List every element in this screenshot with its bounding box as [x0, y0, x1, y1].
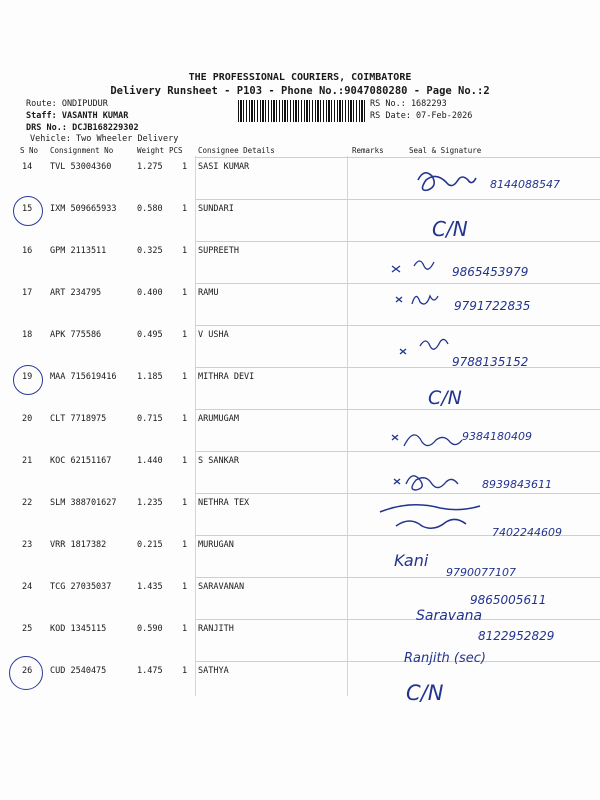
rs-date: RS Date: 07-Feb-2026	[370, 111, 473, 121]
col-consignee: Consignee Details	[198, 146, 275, 155]
row-pcs: 1	[182, 582, 188, 592]
row-pcs: 1	[182, 666, 188, 676]
row-sno: 22	[22, 498, 33, 508]
row-sno: 15	[22, 204, 33, 214]
row-pcs: 1	[182, 414, 188, 424]
row-21-signature-scribble	[394, 476, 458, 490]
row-consignment-no: TCG 27035037	[50, 582, 112, 592]
row-sno: 25	[22, 624, 33, 634]
row-pcs: 1	[182, 204, 188, 214]
row-consignment-no: CLT 7718975	[50, 414, 107, 424]
company-title: THE PROFESSIONAL COURIERS, COIMBATORE	[188, 72, 412, 83]
drs-label: DRS No.:	[26, 123, 67, 133]
row-consignment-no: ART 234795	[50, 288, 102, 298]
row-pcs: 1	[182, 372, 188, 382]
col-pcs: PCS	[169, 146, 183, 155]
row-24-phone: 9865005611	[470, 593, 547, 607]
row-consignee: RAMU	[198, 288, 219, 298]
row-consignment-no: TVL 53004360	[50, 162, 112, 172]
row-consignment-no: CUD 2540475	[50, 666, 107, 676]
row-15-cn-mark: C/N	[432, 217, 468, 241]
row-sno: 26	[22, 666, 33, 676]
col-remarks: Remarks	[352, 146, 384, 155]
row-14-signature-scribble	[418, 173, 476, 190]
row-sno: 21	[22, 456, 33, 466]
row-pcs: 1	[182, 456, 188, 466]
row-25-name: Ranjith (sec)	[404, 651, 486, 666]
row-14-phone: 8144088547	[490, 178, 560, 191]
row-consignee: V USHA	[198, 330, 229, 340]
route-label: Route: ONDIPUDUR	[26, 99, 108, 109]
row-weight: 0.215	[137, 540, 163, 550]
row-18-phone: 9788135152	[452, 355, 529, 369]
row-weight: 0.325	[137, 246, 163, 256]
row-weight: 1.275	[137, 162, 163, 172]
row-consignment-no: IXM 509665933	[50, 204, 117, 214]
row-consignee: NETHRA TEX	[198, 498, 250, 508]
row-pcs: 1	[182, 288, 188, 298]
row-22-signature-scribble	[380, 505, 480, 528]
row-20-phone: 9384180409	[462, 430, 532, 443]
row-17-signature-scribble	[396, 296, 438, 304]
row-consignee: SARAVANAN	[198, 582, 245, 592]
row-18-signature-scribble	[400, 339, 448, 354]
col-consignment: Consignment No	[50, 146, 114, 155]
row-consignee: ARUMUGAM	[198, 414, 239, 424]
row-weight: 0.580	[137, 204, 163, 214]
row-23-name: Kani	[394, 551, 429, 570]
row-pcs: 1	[182, 540, 188, 550]
row-weight: 1.185	[137, 372, 163, 382]
row-23-phone: 9790077107	[446, 566, 516, 579]
runsheet-title: Delivery Runsheet - P103 - Phone No.:9047080280 - Page No.:2	[110, 85, 490, 97]
col-weight: Weight	[137, 146, 165, 155]
row-22-phone: 7402244609	[492, 526, 562, 539]
row-consignee: SUNDARI	[198, 204, 234, 214]
row-24-name: Saravana	[416, 608, 483, 624]
row-consignment-no: KOC 62151167	[50, 456, 112, 466]
row-consignment-no: SLM 388701627	[50, 498, 117, 508]
row-consignment-no: VRR 1817382	[50, 540, 107, 550]
vehicle-label: Vehicle: Two Wheeler Delivery	[30, 134, 179, 144]
staff-label: Staff:	[26, 111, 57, 121]
drs-number: DCJB168229302	[72, 123, 139, 133]
rs-number: RS No.: 1682293	[370, 99, 447, 109]
row-consignment-no: APK 775586	[50, 330, 102, 340]
row-weight: 1.435	[137, 582, 163, 592]
row-weight: 1.475	[137, 666, 163, 676]
row-19-cn-mark: C/N	[428, 387, 462, 409]
col-seal: Seal & Signature	[409, 146, 482, 155]
row-weight: 0.400	[137, 288, 163, 298]
row-weight: 0.495	[137, 330, 163, 340]
row-sno: 19	[22, 372, 33, 382]
row-pcs: 1	[182, 246, 188, 256]
row-pcs: 1	[182, 162, 188, 172]
row-sno: 24	[22, 582, 33, 592]
row-consignee: MURUGAN	[198, 540, 234, 550]
row-consignee: SASI KUMAR	[198, 162, 250, 172]
row-16-signature-scribble	[392, 261, 434, 272]
row-weight: 1.235	[137, 498, 163, 508]
row-consignee: RANJITH	[198, 624, 234, 634]
row-weight: 1.440	[137, 456, 163, 466]
row-pcs: 1	[182, 498, 188, 508]
row-sno: 16	[22, 246, 33, 256]
row-consignment-no: KOD 1345115	[50, 624, 107, 634]
row-21-phone: 8939843611	[482, 478, 552, 491]
row-16-phone: 9865453979	[452, 265, 529, 279]
row-26-cn-mark: C/N	[406, 681, 444, 705]
row-pcs: 1	[182, 624, 188, 634]
row-sno: 17	[22, 288, 33, 298]
row-sno: 23	[22, 540, 33, 550]
row-consignee: S SANKAR	[198, 456, 239, 466]
row-consignment-no: MAA 715619416	[50, 372, 117, 382]
row-weight: 0.715	[137, 414, 163, 424]
row-sno: 14	[22, 162, 33, 172]
row-consignment-no: GPM 2113511	[50, 246, 107, 256]
row-sno: 18	[22, 330, 33, 340]
row-consignee: MITHRA DEVI	[198, 372, 255, 382]
row-25-phone: 8122952829	[478, 629, 555, 643]
row-17-phone: 9791722835	[454, 299, 531, 313]
row-20-signature-scribble	[392, 435, 462, 446]
col-sno: S No	[20, 146, 39, 155]
row-pcs: 1	[182, 330, 188, 340]
row-weight: 0.590	[137, 624, 163, 634]
row-consignee: SUPREETH	[198, 246, 239, 256]
staff-name: VASANTH KUMAR	[61, 111, 129, 121]
row-consignee: SATHYA	[198, 666, 229, 676]
row-sno: 20	[22, 414, 33, 424]
